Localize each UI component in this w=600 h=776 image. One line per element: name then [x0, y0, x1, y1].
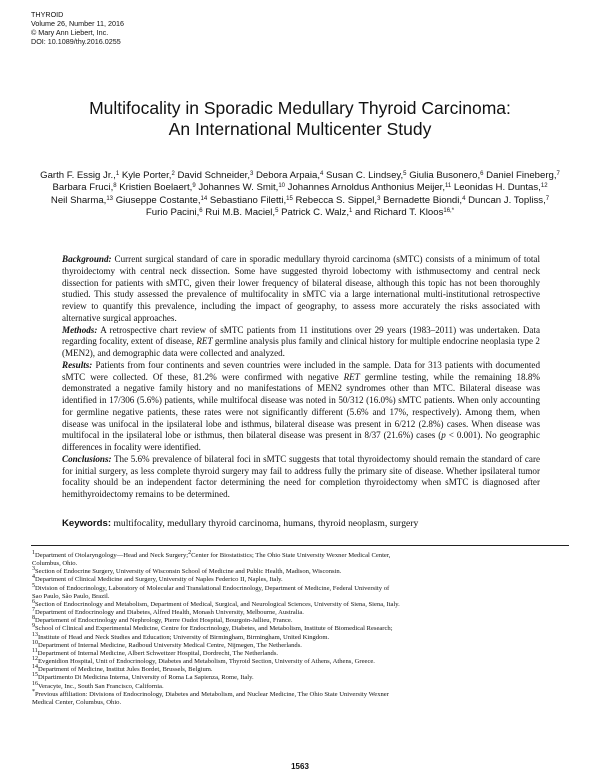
- author-text: Bernadette Biondi,: [383, 194, 463, 206]
- results-label: Results:: [62, 359, 93, 370]
- author-text: Garth F. Essig Jr.,: [40, 170, 116, 181]
- affiliation-line: [32, 647, 570, 658]
- author-text: Furio Pacini,: [145, 207, 200, 219]
- author-text: Susan C. Lindsey,: [326, 170, 404, 181]
- title-line-1: Multifocality in Sporadic Medullary Thyroid Carcinoma:: [89, 98, 511, 118]
- affiliation-mark: 7: [32, 607, 35, 614]
- affiliation-line: [32, 593, 570, 601]
- author-text: Kyle Porter,: [121, 170, 172, 181]
- affiliation-line: [32, 680, 570, 691]
- affiliation-mark: 9: [32, 623, 35, 630]
- affiliation-mark: 3: [32, 566, 35, 573]
- keywords-text: multifocality, medullary thyroid carcinoma, humans, thyroid neoplasm, surgery: [113, 518, 419, 529]
- affiliation-line: [32, 631, 570, 642]
- affiliation-text: Dipartimento Di Medicina Interna, University of Roma La Sapienza, Rome, Italy.: [38, 674, 254, 682]
- author-text: Duncan J. Topliss,: [468, 194, 546, 206]
- abstract-results: [62, 360, 540, 454]
- author-affiliation-mark: 4: [320, 171, 324, 177]
- author-name: [355, 207, 454, 218]
- affiliation-line: [32, 598, 570, 609]
- methods-text-a: A retrospective chart review of sMTC patients from 11 institutions over 29 years (1983–2011) was undertaken. Data regarding focality, extent of disease,: [62, 324, 540, 347]
- affiliation-mark: 14: [32, 664, 38, 671]
- author-affiliation-mark: 3: [249, 171, 254, 177]
- affiliation-line: [32, 576, 570, 584]
- footnote-divider: [31, 545, 569, 546]
- author-affiliation-mark: 6: [199, 208, 203, 215]
- author-name: [51, 195, 113, 206]
- author-name: [205, 207, 278, 218]
- affiliation-line: [32, 582, 570, 593]
- affiliation-line: [32, 699, 570, 707]
- affiliation-mark: 2: [188, 550, 192, 556]
- results-text-c: < 0.001). No geographic differences in focality were identified.: [62, 430, 540, 452]
- author-name: [210, 195, 293, 206]
- author-affiliation-mark: 3: [377, 195, 381, 202]
- abstract-background: [62, 254, 540, 325]
- affiliation-text: Previous affiliation: Divisions of Endocrinology, Diabetes and Metabolism, and Nuclear Medicine, The Ohio State University Wexner: [35, 690, 389, 698]
- affiliation-text: Department of Clinical Medicine and Surgery, University of Naples Federico II, Naples, Italy.: [35, 576, 283, 584]
- affiliation-mark: *: [32, 688, 35, 695]
- author-name: [119, 182, 195, 193]
- affiliation-text: Department of Medicine, Institut Jules Bordet, Brussels, Belgium.: [38, 666, 213, 674]
- affiliation-mark: 5: [32, 582, 35, 589]
- author-affiliation-mark: 13: [106, 195, 114, 202]
- author-text: Rebecca S. Sippel,: [295, 194, 378, 206]
- author-affiliation-mark: 11: [445, 183, 452, 190]
- affiliations: [32, 552, 570, 707]
- author-name: [116, 195, 208, 206]
- article-title: [40, 98, 560, 140]
- author-affiliation-mark: 1: [349, 208, 353, 215]
- abstract-methods: [62, 325, 540, 360]
- author-affiliation-mark: 14: [200, 195, 208, 202]
- background-text: Current surgical standard of care in sporadic medullary thyroid carcinoma (sMTC) consists of a minimum of total thyroidectomy with central neck dissection. Some have suggested thyroid lobectomy with isthmusectomy and central neck dissection for patients with sMTC, given their lower frequency of bilateral disease, although this topic has not been thoroughly studied. This study assessed the prevalence of multifocality in sMTC via a large international multi-institutional retrospective review to quantify this prevalence, including the impact of geography, to assess more accurately the risks associated with alternative surgical approaches.: [62, 254, 540, 323]
- author-name: [40, 170, 119, 181]
- affiliation-text: Veracyte, Inc., South San Francisco, California.: [38, 682, 164, 690]
- affiliation-text: Section of Endocrinology and Metabolism, Department of Medical, Surgical, and Neurological Sciences, University of Siena, Siena, Italy.: [35, 600, 400, 608]
- author-affiliation-mark: 7: [556, 171, 560, 177]
- affiliation-text: Institute of Head and Neck Studies and Education; University of Birmingham, Birmingham, United Kingdom.: [38, 633, 330, 641]
- affiliation-mark: 11: [32, 647, 38, 654]
- author-affiliation-mark: 10: [278, 183, 285, 190]
- affiliation-mark: 8: [32, 615, 35, 622]
- author-name: [198, 182, 285, 193]
- affiliation-line: [32, 552, 570, 560]
- author-affiliation-mark: 16,*: [443, 208, 455, 215]
- conclusions-label: Conclusions:: [62, 453, 112, 464]
- author-name: [326, 170, 407, 181]
- methods-label: Methods:: [62, 324, 98, 335]
- author-name: [296, 195, 381, 206]
- author-name: [486, 170, 560, 181]
- journal-masthead: [31, 10, 124, 46]
- volume-info: Volume 26, Number 11, 2016: [31, 19, 124, 28]
- affiliation-text: Division of Endocrinology, Laboratory of Molecular and Translational Endocrinology, Department of Medicine, Federal University of: [35, 584, 390, 592]
- results-text-a: Patients from four continents and seven countries were included in the sample. Data for 313 patients with documented sMTC were collected. Of these, 81.2% were confirmed with negative: [62, 359, 540, 382]
- author-affiliation-mark: 9: [192, 183, 196, 190]
- author-affiliation-mark: 2: [171, 171, 175, 177]
- affiliation-text: Columbus, Ohio.: [32, 560, 78, 568]
- copyright: © Mary Ann Liebert, Inc.: [31, 28, 109, 37]
- author-affiliation-mark: 5: [403, 171, 407, 177]
- affiliation-text: Departement of Endocrinology and Nephrology, Pierre Oudot Hospital, Bourgoin-Jallieu, France.: [35, 617, 293, 625]
- affiliation-text: Center for Biostatistics; The Ohio State University Wexner Medical Center,: [191, 552, 391, 559]
- author-text: Sebastiano Filetti,: [209, 194, 287, 206]
- author-name: [281, 207, 352, 218]
- affiliation-text: Sao Paulo, São Paulo, Brazil.: [32, 592, 110, 600]
- author-text: and Richard T. Kloos: [355, 207, 444, 219]
- affiliation-line: [32, 674, 570, 682]
- affiliation-mark: 15: [32, 672, 38, 679]
- author-text: Rui M.B. Maciel,: [205, 207, 276, 219]
- affiliation-mark: 1: [32, 550, 35, 556]
- affiliation-line: [32, 625, 570, 633]
- affiliation-text: Department of Internal Medicine, Albert Schweitzer Hospital, Dordrecht, The Netherlands.: [37, 649, 279, 657]
- abstract-conclusions: [62, 454, 540, 501]
- affiliation-text: School of Clinical and Experimental Medicine, Centre for Endocrinology, Diabetes, and Metabolism, Institute of Biomedical Research;: [35, 625, 393, 633]
- background-label: Background:: [62, 254, 112, 264]
- author-text: David Schneider,: [177, 170, 250, 181]
- author-text: Patrick C. Walz,: [281, 207, 349, 219]
- author-list: [30, 170, 570, 220]
- journal-name: THYROID: [31, 10, 64, 19]
- title-line-2: An International Multicenter Study: [168, 119, 432, 139]
- conclusions-text: The 5.6% prevalence of bilateral foci in sMTC suggests that total thyroidectomy should remain the standard of care for initial surgery, as less complete thyroid surgery may fail to address fully the primary site of disease. Whether ipsilateral tumor focality should be an independent factor determining the need for completion thyroidectomy when sMTC is diagnosed after hemithyroidectomy remains to be determined.: [62, 453, 541, 499]
- affiliation-text: Department of Endocrinology and Diabetes, Alfred Health, Monash University, Melbourne, Australia.: [35, 609, 304, 617]
- results-p: p: [441, 430, 446, 441]
- keywords: [62, 518, 540, 530]
- doi: DOI: 10.1089/thy.2016.0255: [31, 37, 121, 46]
- author-affiliation-mark: 8: [113, 183, 117, 190]
- author-text: Johannes W. Smit,: [198, 182, 279, 194]
- author-text: Leonidas H. Duntas,: [453, 182, 541, 194]
- author-text: Kristien Boelaert,: [119, 182, 193, 194]
- author-name: [468, 195, 549, 206]
- author-text: Johannes Arnoldus Anthonius Meijer,: [287, 182, 446, 194]
- author-affiliation-mark: 1: [115, 171, 120, 177]
- affiliation-line: [32, 688, 570, 699]
- author-affiliation-mark: 4: [462, 195, 466, 202]
- affiliation-mark: 12: [32, 656, 38, 663]
- author-name: [288, 182, 452, 193]
- author-name: [383, 195, 465, 206]
- author-text: Neil Sharma,: [50, 194, 107, 206]
- keywords-label: Keywords:: [62, 518, 112, 529]
- page-number: 1563: [291, 762, 309, 771]
- affiliation-mark: 10: [32, 639, 38, 646]
- abstract: [62, 254, 540, 501]
- affiliation-mark: 16: [32, 680, 38, 687]
- author-text: Daniel Fineberg,: [486, 170, 557, 181]
- author-name: [146, 207, 203, 218]
- author-name: [52, 182, 116, 193]
- methods-ret: RET: [196, 336, 213, 347]
- affiliation-mark: 4: [32, 574, 35, 581]
- affiliation-text: Department of Otolaryngology—Head and Neck Surgery;: [35, 552, 189, 559]
- affiliation-text: Medical Center, Columbus, Ohio.: [32, 698, 122, 706]
- author-text: Giulia Busonero,: [409, 170, 481, 181]
- author-name: [122, 170, 175, 181]
- author-name: [256, 170, 323, 181]
- author-affiliation-mark: 15: [286, 195, 293, 202]
- affiliation-text: Section of Endocrine Surgery, University of Wisconsin School of Medicine and Public Health, Madison, Wisconsin.: [35, 568, 342, 576]
- affiliation-mark: 13: [32, 631, 38, 638]
- methods-text-b: germline analysis plus family and clinical history for multiple endocrine neoplasia type 2 (MEN2), and demographic data were collected and analyzed.: [62, 336, 540, 358]
- results-text-b: germline testing, while the remaining 18.8% demonstrated a negative family history and no manifestations of MEN2 syndromes other than MTC. Bilateral disease was identified in 17/306 (5.6%) patients, while multifocal disease was noted in 50/312 (16.0%) sMTC patients. When only accounting for germline negative patients, these rates were not significantly different (5.6% and 17%, respectively). Among them, when disease was unifocal in the ipsilateral lobe and isthmus, bilateral disease was present in 6/212 (2.8%) cases. When disease was multifocal in the ipsilateral lobe or isthmus, then bilateral disease was present in 8/37 (21.6%) cases (: [62, 371, 540, 441]
- author-text: Giuseppe Costante,: [115, 194, 201, 206]
- affiliation-line: [32, 658, 570, 666]
- author-text: Debora Arpaia,: [256, 170, 320, 181]
- results-ret: RET: [343, 371, 360, 382]
- author-affiliation-mark: 6: [480, 171, 484, 177]
- affiliation-mark: 6: [32, 598, 35, 605]
- author-text: Barbara Fruci,: [52, 182, 114, 194]
- author-name: [177, 170, 253, 181]
- author-name: [409, 170, 483, 181]
- author-name: [454, 182, 548, 193]
- author-affiliation-mark: 7: [545, 195, 550, 202]
- affiliation-line: [32, 639, 570, 650]
- author-affiliation-mark: 12: [540, 183, 548, 190]
- author-affiliation-mark: 5: [275, 208, 279, 215]
- affiliation-text: Evgenidion Hospital, Unit of Endocrinology, Diabetes and Metabolism, Thyroid Section, University of Athens, Athens, Greece.: [38, 658, 375, 666]
- affiliation-text: Department of Internal Medicine, Radboud University Medical Centre, Nijmegen, The Netherlands.: [38, 641, 302, 649]
